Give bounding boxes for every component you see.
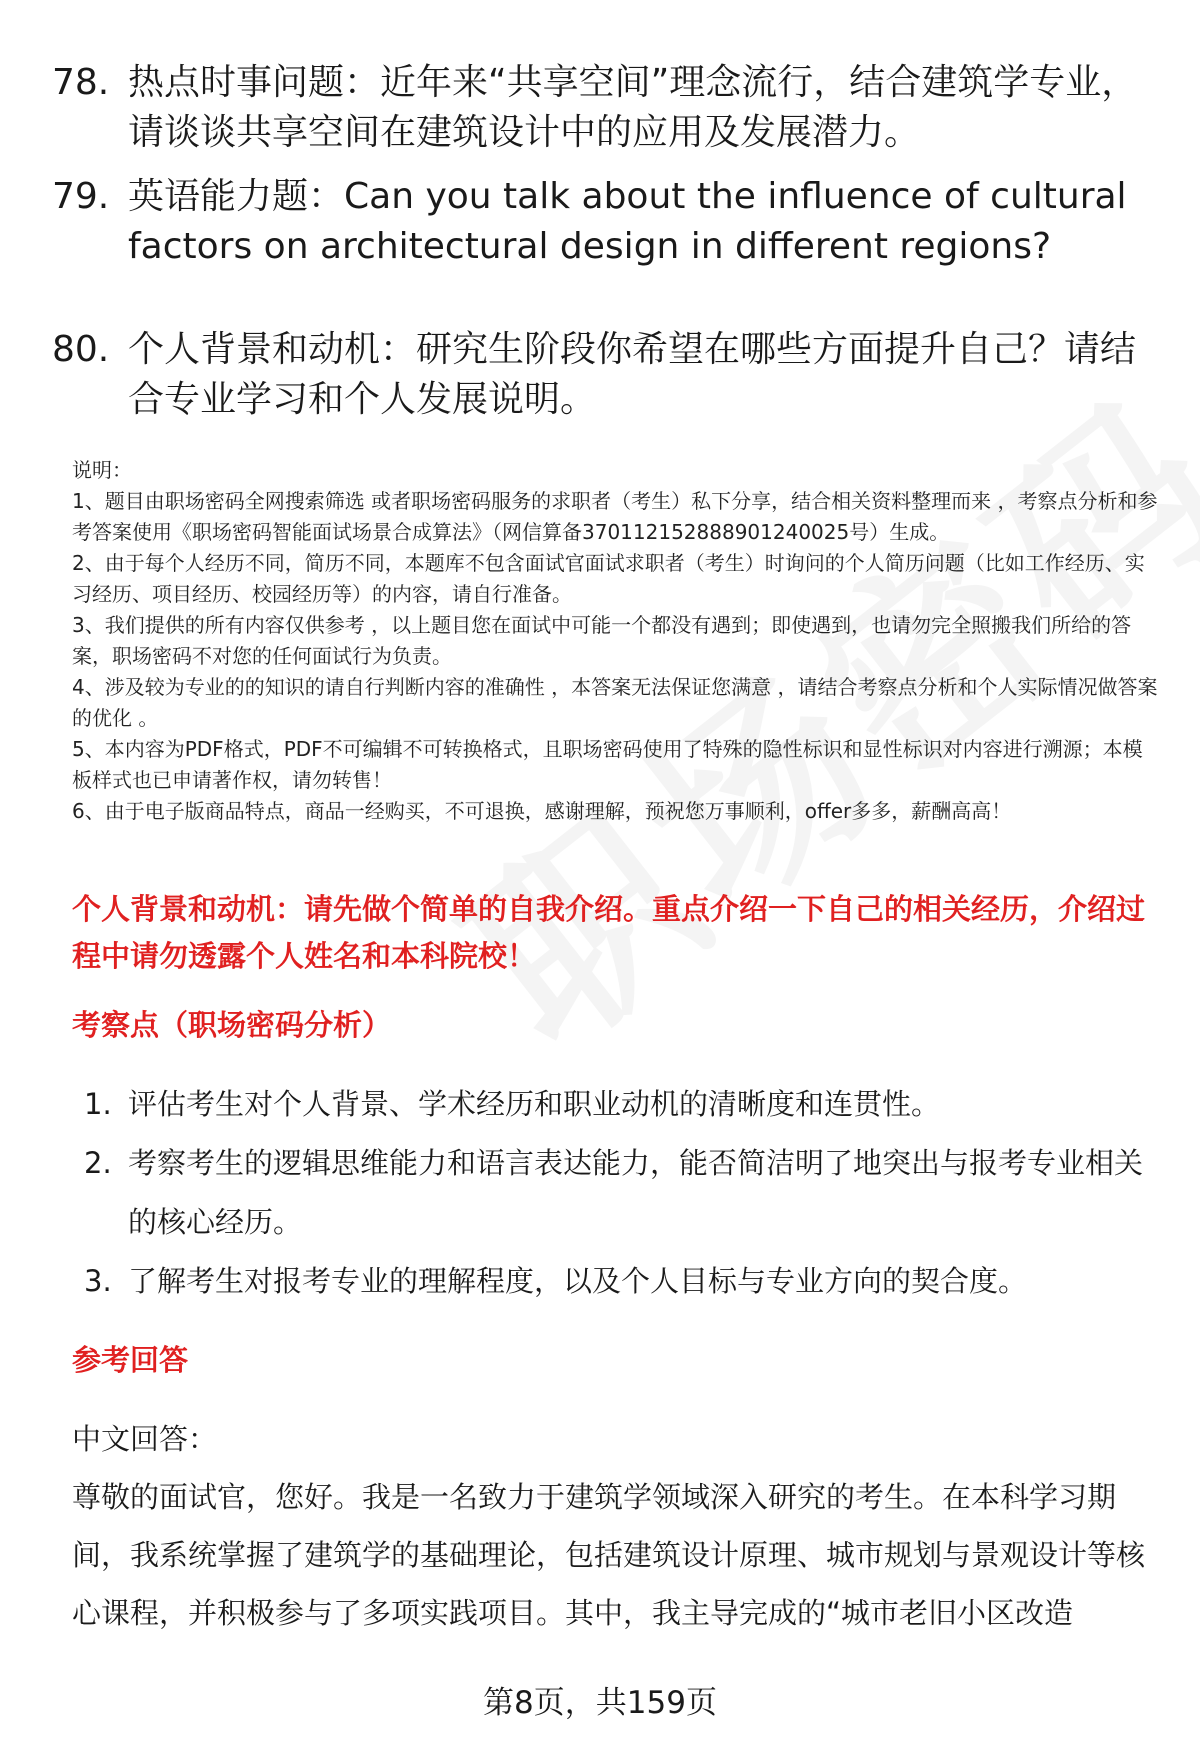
- question-text: 个人背景和动机：研究生阶段你希望在哪些方面提升自己？请结合专业学习和个人发展说明。: [128, 329, 1137, 420]
- featured-question: 个人背景和动机：请先做个简单的自我介绍。重点介绍一下自己的相关经历，介绍过程中请勿透露个人姓名和本科院校！: [72, 892, 1146, 973]
- question-79: [52, 172, 1152, 272]
- note-item: 2、由于每个人经历不同，简历不同，本题库不包含面试官面试求职者（考生）时询问的个人简历问题（比如工作经历、实习经历、项目经历、校园经历等）的内容，请自行准备。: [72, 551, 1145, 606]
- answer-heading: 参考回答: [72, 1343, 189, 1377]
- list-item: [84, 1252, 1154, 1311]
- note-item: 1、题目由职场密码全网搜索筛选 或者职场密码服务的求职者（考生）私下分享，结合相关资料整理而来 ，考察点分析和参考答案使用《职场密码智能面试场景合成算法》（网信算备370112152888901240025号）生成。: [72, 489, 1158, 544]
- question-80: [52, 325, 1152, 425]
- list-item-number: 3.: [84, 1264, 112, 1298]
- notes-section: [72, 455, 1162, 827]
- list-item-text: 了解考生对报考专业的理解程度，以及个人目标与专业方向的契合度。: [128, 1264, 1028, 1298]
- question-text: 热点时事问题：近年来“共享空间”理念流行，结合建筑学专业，请谈谈共享空间在建筑设计中的应用及发展潜力。: [128, 62, 1138, 153]
- page-footer: 第8页，共159页: [483, 1685, 717, 1721]
- question-number: 78.: [52, 62, 110, 103]
- analysis-list: [84, 1075, 1154, 1311]
- list-item: [84, 1134, 1154, 1252]
- list-item-text: 考察考生的逻辑思维能力和语言表达能力，能否简洁明了地突出与报考专业相关的核心经历。: [128, 1146, 1144, 1239]
- list-item-number: 1.: [84, 1087, 112, 1121]
- notes-title: 说明：: [72, 458, 132, 482]
- question-number: 79.: [52, 176, 110, 217]
- answer-label: 中文回答：: [72, 1422, 218, 1456]
- answer-body: 尊敬的面试官，您好。我是一名致力于建筑学领域深入研究的考生。在本科学习期间，我系统掌握了建筑学的基础理论，包括建筑设计原理、城市规划与景观设计等核心课程，并积极参与了多项实践项目。其中，我主导完成的“城市老旧小区改造: [72, 1480, 1146, 1630]
- analysis-heading: 考察点（职场密码分析）: [72, 1008, 392, 1042]
- note-item: 5、本内容为PDF格式，PDF不可编辑不可转换格式，且职场密码使用了特殊的隐性标识和显性标识对内容进行溯源；本模板样式也已申请著作权，请勿转售！: [72, 737, 1143, 792]
- list-item-text: 评估考生对个人背景、学术经历和职业动机的清晰度和连贯性。: [128, 1087, 941, 1121]
- note-item: 3、我们提供的所有内容仅供参考 ，以上题目您在面试中可能一个都没有遇到；即使遇到，也请勿完全照搬我们所给的答案，职场密码不对您的任何面试行为负责。: [72, 613, 1132, 668]
- list-item-number: 2.: [84, 1146, 112, 1180]
- question-78: [52, 58, 1152, 158]
- list-item: [84, 1075, 1154, 1134]
- note-item: 6、由于电子版商品特点，商品一经购买，不可退换，感谢理解，预祝您万事顺利，offer多多，薪酬高高！: [72, 799, 1012, 823]
- question-text: 英语能力题：Can you talk about the influence of cultural factors on architectural design in different regions?: [128, 176, 1127, 267]
- note-item: 4、涉及较为专业的的知识的请自行判断内容的准确性 ，本答案无法保证您满意 ，请结合考察点分析和个人实际情况做答案的优化 。: [72, 675, 1158, 730]
- question-number: 80.: [52, 329, 110, 370]
